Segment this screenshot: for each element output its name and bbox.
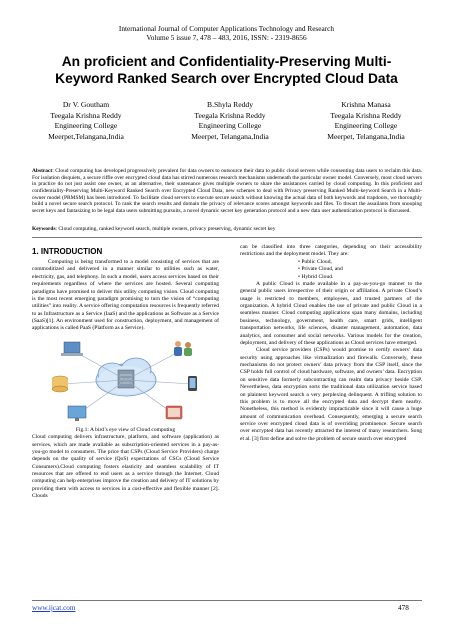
journal-name: International Journal of Computer Applications Technology and Research bbox=[118, 24, 335, 33]
author-org: Teegala Krishna Reddy bbox=[50, 110, 122, 120]
list-item: • Hybrid Cloud. bbox=[298, 273, 334, 280]
figure-caption: Fig.1: A bird’s eye view of Cloud computing bbox=[75, 426, 176, 433]
abstract bbox=[32, 168, 422, 215]
author-org: Engineering College bbox=[198, 121, 262, 130]
desktop-icon bbox=[68, 406, 86, 421]
database-icon bbox=[52, 376, 68, 392]
list-item: • Public Cloud, bbox=[298, 258, 332, 265]
author-location: Meerpet,Telangana,India bbox=[48, 131, 124, 141]
list-item: • Private Cloud, and bbox=[298, 266, 343, 273]
phone-icon bbox=[188, 376, 197, 391]
journal-header bbox=[0, 24, 453, 42]
figure-cloud-overview bbox=[32, 336, 219, 426]
section-heading: 1. INTRODUCTION bbox=[32, 247, 103, 256]
author-name: B.Shyla Reddy bbox=[207, 100, 253, 109]
cloud-types-list bbox=[240, 259, 422, 281]
title-line-2: Keyword Ranked Search over Encrypted Cloud Data bbox=[55, 70, 398, 86]
journal-website-link[interactable]: www.ijcat.com bbox=[32, 604, 76, 612]
tablet-icon bbox=[166, 406, 182, 419]
author-org: Engineering College bbox=[334, 121, 398, 130]
right-column bbox=[240, 244, 422, 443]
intro-paragraph-5: Cloud service providers (CSPs) would promise to certify owners’ data security using approaches like virtualization and firewalls. Conversely, these mechanisms do not protect owners’ data privacy from the CSP itself, since the CSP holds full control of cloud hardware, software, and owners’ data. Encryption on sensitive data formerly subcontracting can realm data privacy beside CSP. Nevertheless, data encryption sorts the traditional data utilization service based on plaintext keyword search a very perplexing delinquent. A trifling solution to this problem is to move all the encrypted data and decrypt them nearby. Nonetheless, this method is evidently impracticable since it will cause a huge amount of communication overhead. Consequently, emerging a secure search service over encrypted cloud data is of overriding prominence. Secure search over encrypted data has recently attracted the interest of many researchers. Song et al. [3] first define and solve the problem of secure search over encrypted bbox=[240, 347, 422, 442]
author-location: Meerpet, Telangana,India bbox=[327, 131, 405, 141]
intro-paragraph-3: can be classified into three categories, depending on their accessibility restrictions and the deployment model. They are: bbox=[240, 244, 422, 258]
author-org: Teegala Krishna Reddy bbox=[330, 110, 402, 120]
author-name: Krishna Manasa bbox=[341, 100, 391, 109]
people-icon bbox=[174, 341, 192, 356]
footer-divider bbox=[32, 600, 422, 601]
abstract-label: Abstract bbox=[32, 168, 53, 174]
intro-paragraph-1: Computing is being transformed to a model consisting of services that are commoditized and delivered in a manner similar to utilities such as water, electricity, gas, and telephony. In such a model, users access services based on their requirements regardless of where the services are hosted. Several computing paradigms have promised to deliver this utility computing vision. Cloud computing is the most recent emerging paradigm promising to turn the vision of “computing utilities” into reality. A service offering computation resources is frequently referred to as Infrastructure as a Service (IaaS) and the applications as Software as a Service (SaaS)[1]. An environment used for construction, deployment, and management of applications is called PaaS (Platform as a Service). bbox=[32, 259, 219, 332]
server-icon bbox=[118, 370, 134, 388]
keywords bbox=[32, 226, 422, 233]
figure-illustration bbox=[32, 336, 219, 426]
keywords-text: : Cloud computing, ranked keyword search, multiple owners, privacy preserving, dynamic secret key bbox=[55, 226, 276, 232]
author-org: Teegala Krishna Reddy bbox=[194, 110, 266, 120]
author-location: Meerpet, Telangana,India bbox=[191, 131, 269, 141]
author-block-1 bbox=[32, 100, 140, 142]
author-block-2 bbox=[170, 100, 290, 142]
paper-title bbox=[30, 54, 423, 87]
laptop-icon bbox=[61, 342, 83, 356]
left-column bbox=[32, 244, 219, 501]
intro-paragraph-4: A public Cloud is made available in a pay-as-you-go manner to the general public users irrespective of their origin or affiliation. A private Cloud’s usage is restricted to members, employees, and trusted partners of the organization. A hybrid Cloud enables the use of private and public Cloud in a seamless manner. Cloud computing applications span many domains, including business, technology, government, health care, smart grids, intelligent transportation networks, life sciences, disaster management, automation, data analytics, and consumer and social networks. Various models for the creation, deployment, and delivery of these applications as Cloud services have emerged. bbox=[240, 280, 422, 346]
title-line-1: An proficient and Confidentiality-Preserving Multi- bbox=[61, 54, 392, 69]
author-org: Engineering College bbox=[54, 121, 118, 130]
keywords-label: Keywords bbox=[32, 226, 56, 232]
abstract-text: : Cloud computing has developed progressively prevalent for data owners to outsource their data to public cloud servers while consenting data users to reclaim this data. For isolation disquiets, a secure riffle over encrypted cloud data has stirred numerous research mechanisms underneath the particular owner model. Conversely, most cloud servers in practice do not just assist one owner, as an alternative, their sustenance gives multiple owners to share the assistances carried by cloud computing. In this proficient and confidentiality-Preserving Multi-Keyword Ranked Search over Encrypted Cloud Data, new schemes to deal with Privacy preserving Ranked Multi-keyword Search in a Multi-owner model (PRMSM) has been introduced. To facilitate cloud servers to execute secure search without knowing the actual data of both keywords and trapdoors, we thoroughly build a novel secure search protocol. To rank the search results and domain the privacy of relevance scores amongst keywords and files. To thwart the assailants from snooping secret keys and fantasizing to be legal data users submitting pursuits, a novel dynamic secret key generation protocol and a new data user authentication protocol is discussed. bbox=[32, 168, 422, 214]
author-name: Dr V. Goutham bbox=[62, 100, 110, 109]
page-number: 478 bbox=[398, 604, 409, 612]
intro-paragraph-2: Cloud computing delivers infrastructure, platform, and software (application) as services, which are made available as subscription-oriented services in a pay-as-you-go model to consumers. The price that CSPs (Cloud Service Providers) charge depends on the quality of service (QoS) expectations of CSCs (Cloud Service Consumers).Cloud computing fosters elasticity and seamless scalability of IT resources that are offered to end users as a service through the Internet. Cloud computing can help enterprises improve the creation and delivery of IT solutions by providing them with access to services in a cost-effective and flexible manner [2]. Clouds bbox=[32, 434, 219, 500]
journal-volume: Volume 5 issue 7, 478 – 483, 2016, ISSN: - 2319-8656 bbox=[146, 33, 307, 42]
keywords-divider bbox=[32, 237, 422, 238]
author-block-3 bbox=[312, 100, 420, 142]
